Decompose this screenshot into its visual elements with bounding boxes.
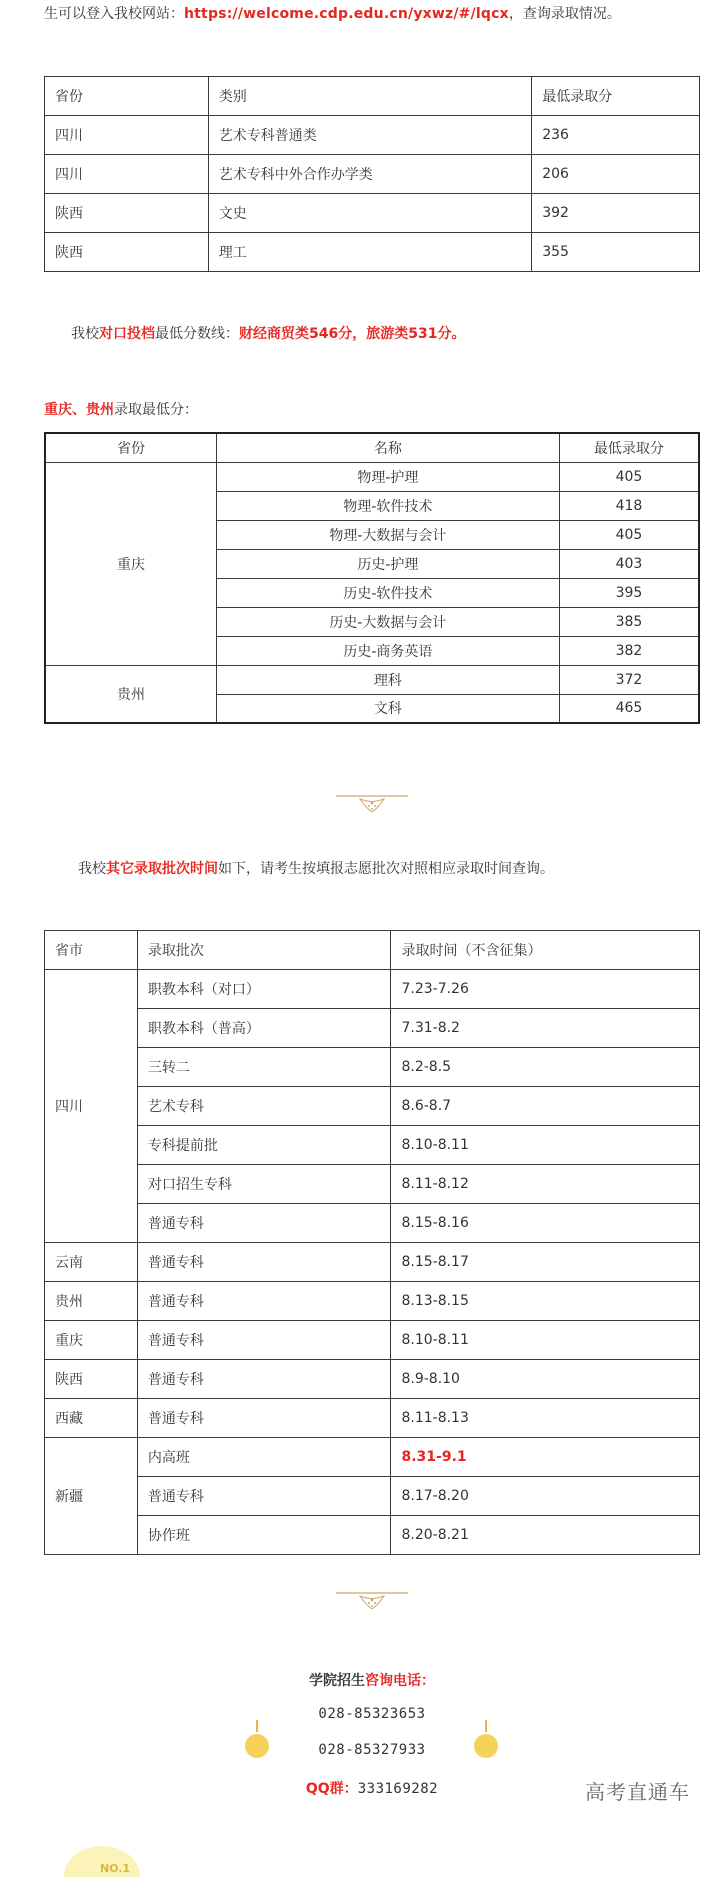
- cell-batch: 内高班: [137, 1438, 391, 1477]
- table-row: [45, 1243, 700, 1282]
- table-row: [45, 1477, 700, 1516]
- cell-region: 西藏: [45, 1399, 138, 1438]
- cell-name: 物理-大数据与会计: [216, 520, 559, 549]
- cell-name: 历史-软件技术: [216, 578, 559, 607]
- cell-score: 355: [532, 233, 700, 272]
- table-row: [45, 1282, 700, 1321]
- cell-name: 文科: [216, 694, 559, 723]
- cell-batch: 普通专科: [137, 1360, 391, 1399]
- cell-region: 新疆: [45, 1438, 138, 1555]
- cell-region: 重庆: [45, 1321, 138, 1360]
- table-header-row: [45, 433, 699, 462]
- cell-batch: 三转二: [137, 1048, 391, 1087]
- header-batch: 录取批次: [137, 931, 391, 970]
- gourd-ornament-icon: [473, 1720, 499, 1760]
- cell-batch: 普通专科: [137, 1243, 391, 1282]
- cell-region: 陕西: [45, 1360, 138, 1399]
- cell-time: 8.13-8.15: [391, 1282, 700, 1321]
- cell-time: 8.2-8.5: [391, 1048, 700, 1087]
- table-row: [45, 194, 700, 233]
- other-batches-intro: 我校其它录取批次时间如下，请考生按填报志愿批次对照相应录取时间查询。: [78, 861, 554, 877]
- cell-category: 理工: [208, 233, 531, 272]
- admission-query-link[interactable]: https://welcome.cdp.edu.cn/yxwz/#/lqcx: [184, 6, 509, 22]
- cell-batch: 协作班: [137, 1516, 391, 1555]
- cell-batch: 普通专科: [137, 1321, 391, 1360]
- cell-time: 8.10-8.11: [391, 1321, 700, 1360]
- cell-batch: 普通专科: [137, 1477, 391, 1516]
- cell-score: 405: [559, 520, 699, 549]
- cell-time: 8.6-8.7: [391, 1087, 700, 1126]
- brand-watermark: 高考直通车: [585, 1780, 690, 1804]
- cell-time: 8.17-8.20: [391, 1477, 700, 1516]
- cell-region: 贵州: [45, 1282, 138, 1321]
- cell-time: 8.11-8.12: [391, 1165, 700, 1204]
- cell-score: 236: [532, 116, 700, 155]
- table-row: [45, 1009, 700, 1048]
- cell-time: 8.9-8.10: [391, 1360, 700, 1399]
- cell-category: 艺术专科中外合作办学类: [208, 155, 531, 194]
- table-row: [45, 1165, 700, 1204]
- table-row: [45, 970, 700, 1009]
- cell-province: 重庆: [45, 462, 216, 665]
- cell-province: 陕西: [45, 194, 209, 233]
- cell-time: 8.11-8.13: [391, 1399, 700, 1438]
- cell-province: 四川: [45, 116, 209, 155]
- chongqing-guizhou-heading: 重庆、贵州录取最低分：: [44, 402, 198, 418]
- cell-batch: 普通专科: [137, 1282, 391, 1321]
- table-row: [45, 1048, 700, 1087]
- score-table-chongqing-guizhou: [44, 432, 700, 724]
- cell-time: 8.15-8.17: [391, 1243, 700, 1282]
- cell-score: 465: [559, 694, 699, 723]
- cell-region: 云南: [45, 1243, 138, 1282]
- table-row: [45, 462, 699, 491]
- header-name: 名称: [216, 433, 559, 462]
- table-row: [45, 1516, 700, 1555]
- table-row: [45, 1087, 700, 1126]
- cell-score: 403: [559, 549, 699, 578]
- cell-batch: 普通专科: [137, 1399, 391, 1438]
- cell-time: 8.10-8.11: [391, 1126, 700, 1165]
- intro-text: 生可以登入我校网站：https://welcome.cdp.edu.cn/yxwz/#/lqcx，查询录取情况。: [44, 6, 621, 22]
- cell-name: 历史-商务英语: [216, 636, 559, 665]
- table-row: [45, 233, 700, 272]
- qq-group: QQ群：333169282: [305, 1781, 439, 1797]
- cell-time: 7.31-8.2: [391, 1009, 700, 1048]
- phone-number-1[interactable]: 028-85323653: [318, 1706, 426, 1722]
- cell-score: 392: [532, 194, 700, 233]
- cell-name: 历史-护理: [216, 549, 559, 578]
- ornament-divider-icon: [336, 794, 408, 816]
- cell-score: 418: [559, 491, 699, 520]
- cell-name: 物理-护理: [216, 462, 559, 491]
- phone-number-2[interactable]: 028-85327933: [318, 1742, 426, 1758]
- cell-score: 395: [559, 578, 699, 607]
- cell-batch: 专科提前批: [137, 1126, 391, 1165]
- cell-name: 物理-软件技术: [216, 491, 559, 520]
- table-row: [45, 1438, 700, 1477]
- score-table-sichuan-shaanxi: [44, 76, 700, 272]
- table-row: [45, 116, 700, 155]
- table-row: [45, 1126, 700, 1165]
- table-row: [45, 155, 700, 194]
- gourd-ornament-icon: [244, 1720, 270, 1760]
- ornament-divider-icon: [336, 1591, 408, 1613]
- table-row: [45, 1321, 700, 1360]
- header-province: 省份: [45, 77, 209, 116]
- header-min-score: 最低录取分: [559, 433, 699, 462]
- vocational-score-line: 我校对口投档最低分数线：财经商贸类546分，旅游类531分。: [71, 326, 466, 342]
- header-min-score: 最低录取分: [532, 77, 700, 116]
- cell-batch: 艺术专科: [137, 1087, 391, 1126]
- cell-batch: 职教本科（普高）: [137, 1009, 391, 1048]
- header-province: 省份: [45, 433, 216, 462]
- header-category: 类别: [208, 77, 531, 116]
- batch-time-table: [44, 930, 700, 1555]
- cell-region: 四川: [45, 970, 138, 1243]
- table-header-row: [45, 931, 700, 970]
- table-row: [45, 665, 699, 694]
- cell-batch: 普通专科: [137, 1204, 391, 1243]
- header-time: 录取时间（不含征集）: [391, 931, 700, 970]
- cell-category: 艺术专科普通类: [208, 116, 531, 155]
- table-header-row: [45, 77, 700, 116]
- cell-batch: 职教本科（对口）: [137, 970, 391, 1009]
- cell-score: 382: [559, 636, 699, 665]
- cell-time: 8.20-8.21: [391, 1516, 700, 1555]
- cell-province: 四川: [45, 155, 209, 194]
- table-row: [45, 1399, 700, 1438]
- cell-name: 理科: [216, 665, 559, 694]
- cell-time: 7.23-7.26: [391, 970, 700, 1009]
- cell-category: 文史: [208, 194, 531, 233]
- cell-score: 405: [559, 462, 699, 491]
- cell-name: 历史-大数据与会计: [216, 607, 559, 636]
- header-region: 省市: [45, 931, 138, 970]
- cell-time: 8.15-8.16: [391, 1204, 700, 1243]
- cell-score: 385: [559, 607, 699, 636]
- table-row: [45, 1204, 700, 1243]
- cell-province: 陕西: [45, 233, 209, 272]
- table-row: [45, 1360, 700, 1399]
- contact-heading: 学院招生咨询电话：: [309, 1673, 435, 1689]
- no1-badge: NO.1: [64, 1846, 140, 1877]
- cell-province: 贵州: [45, 665, 216, 723]
- cell-score: 206: [532, 155, 700, 194]
- cell-batch: 对口招生专科: [137, 1165, 391, 1204]
- cell-score: 372: [559, 665, 699, 694]
- cell-time-highlight: 8.31-9.1: [391, 1438, 700, 1477]
